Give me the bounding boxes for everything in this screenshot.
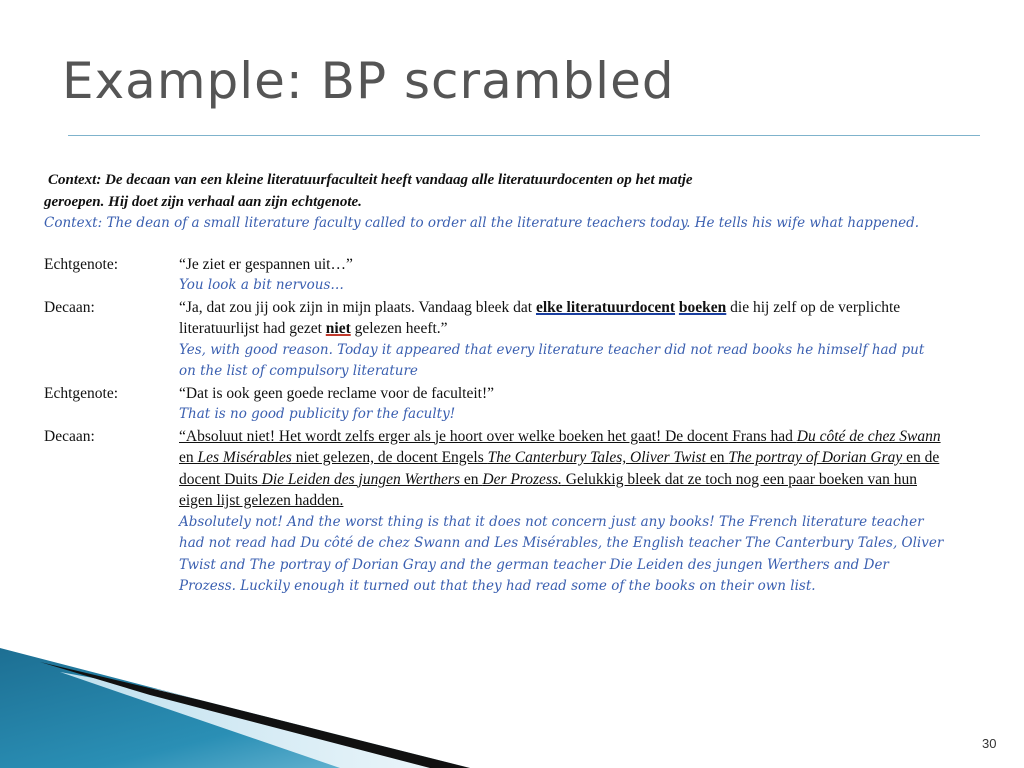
speaker-label: Decaan: [44, 298, 95, 316]
context-english: Context: The dean of a small literature faculty called to order all the literature teachers today. He tells his wife what happened. [44, 215, 920, 231]
dialogue-turn-3 [44, 383, 944, 426]
example-document [44, 170, 944, 598]
utterance-dutch: “Ja, dat zou jij ook zijn in mijn plaats. Vandaag bleek dat elke literatuurdocent boeken die hij zelf op de verplichte literatuurlijst had gezet niet gelezen heeft.” [179, 298, 901, 337]
slide-title: Example: BP scrambled [62, 52, 675, 110]
highlight-not: niet [325, 320, 351, 337]
dialogue-turn-4 [44, 426, 944, 598]
utterance-english: That is no good publicity for the faculty! [179, 406, 456, 422]
page-number: 30 [982, 736, 997, 751]
highlight-every-teacher: elke literatuurdocent [535, 298, 676, 316]
utterance-dutch: “Absoluut niet! Het wordt zelfs erger als je hoort over welke boeken het gaat! De docent Frans had Du côté de chez Swann en Les Misérables niet gelezen, de docent Engels The Canterbury Tales, Oliver Twist en The portray of Dorian Gray en de docent Duits Die Leiden des jungen Werthers en Der Prozess. Gelukkig bleek dat ze toch nog een paar boeken van hun eigen lijst gelezen hadden. [179, 427, 941, 509]
context-dutch: Context: De decaan van een kleine literatuurfaculteit heeft vandaag alle literatuurdocenten op het matje geroepen. Hij doet zijn verhaal aan zijn echtgenote. [44, 172, 693, 210]
dialogue-turn-1 [44, 254, 944, 297]
speaker-label: Echtgenote: [44, 255, 119, 273]
title-divider [68, 135, 980, 136]
utterance-dutch: “Je ziet er gespannen uit…” [179, 255, 353, 273]
speaker-label: Echtgenote: [44, 384, 119, 402]
highlight-books: boeken [678, 298, 727, 316]
utterance-dutch: “Dat is ook geen goede reclame voor de faculteit!” [179, 384, 495, 402]
utterance-english: Absolutely not! And the worst thing is that it does not concern just any books! The French literature teacher had not read had Du côté de chez Swann and Les Misérables, the English teacher The Canterbury Tales, Oliver Twist and The portray of Dorian Gray and the german teacher Die Leiden des jungen Werthers and Der Prozess. Luckily enough it turned out that they had read some of the books on their own list. [179, 513, 944, 594]
dialogue-turn-2 [44, 297, 944, 383]
utterance-english: Yes, with good reason. Today it appeared that every literature teacher did not read books he himself had put on the list of compulsory literature [179, 341, 925, 379]
utterance-english: You look a bit nervous… [179, 277, 344, 293]
speaker-label: Decaan: [44, 427, 95, 445]
